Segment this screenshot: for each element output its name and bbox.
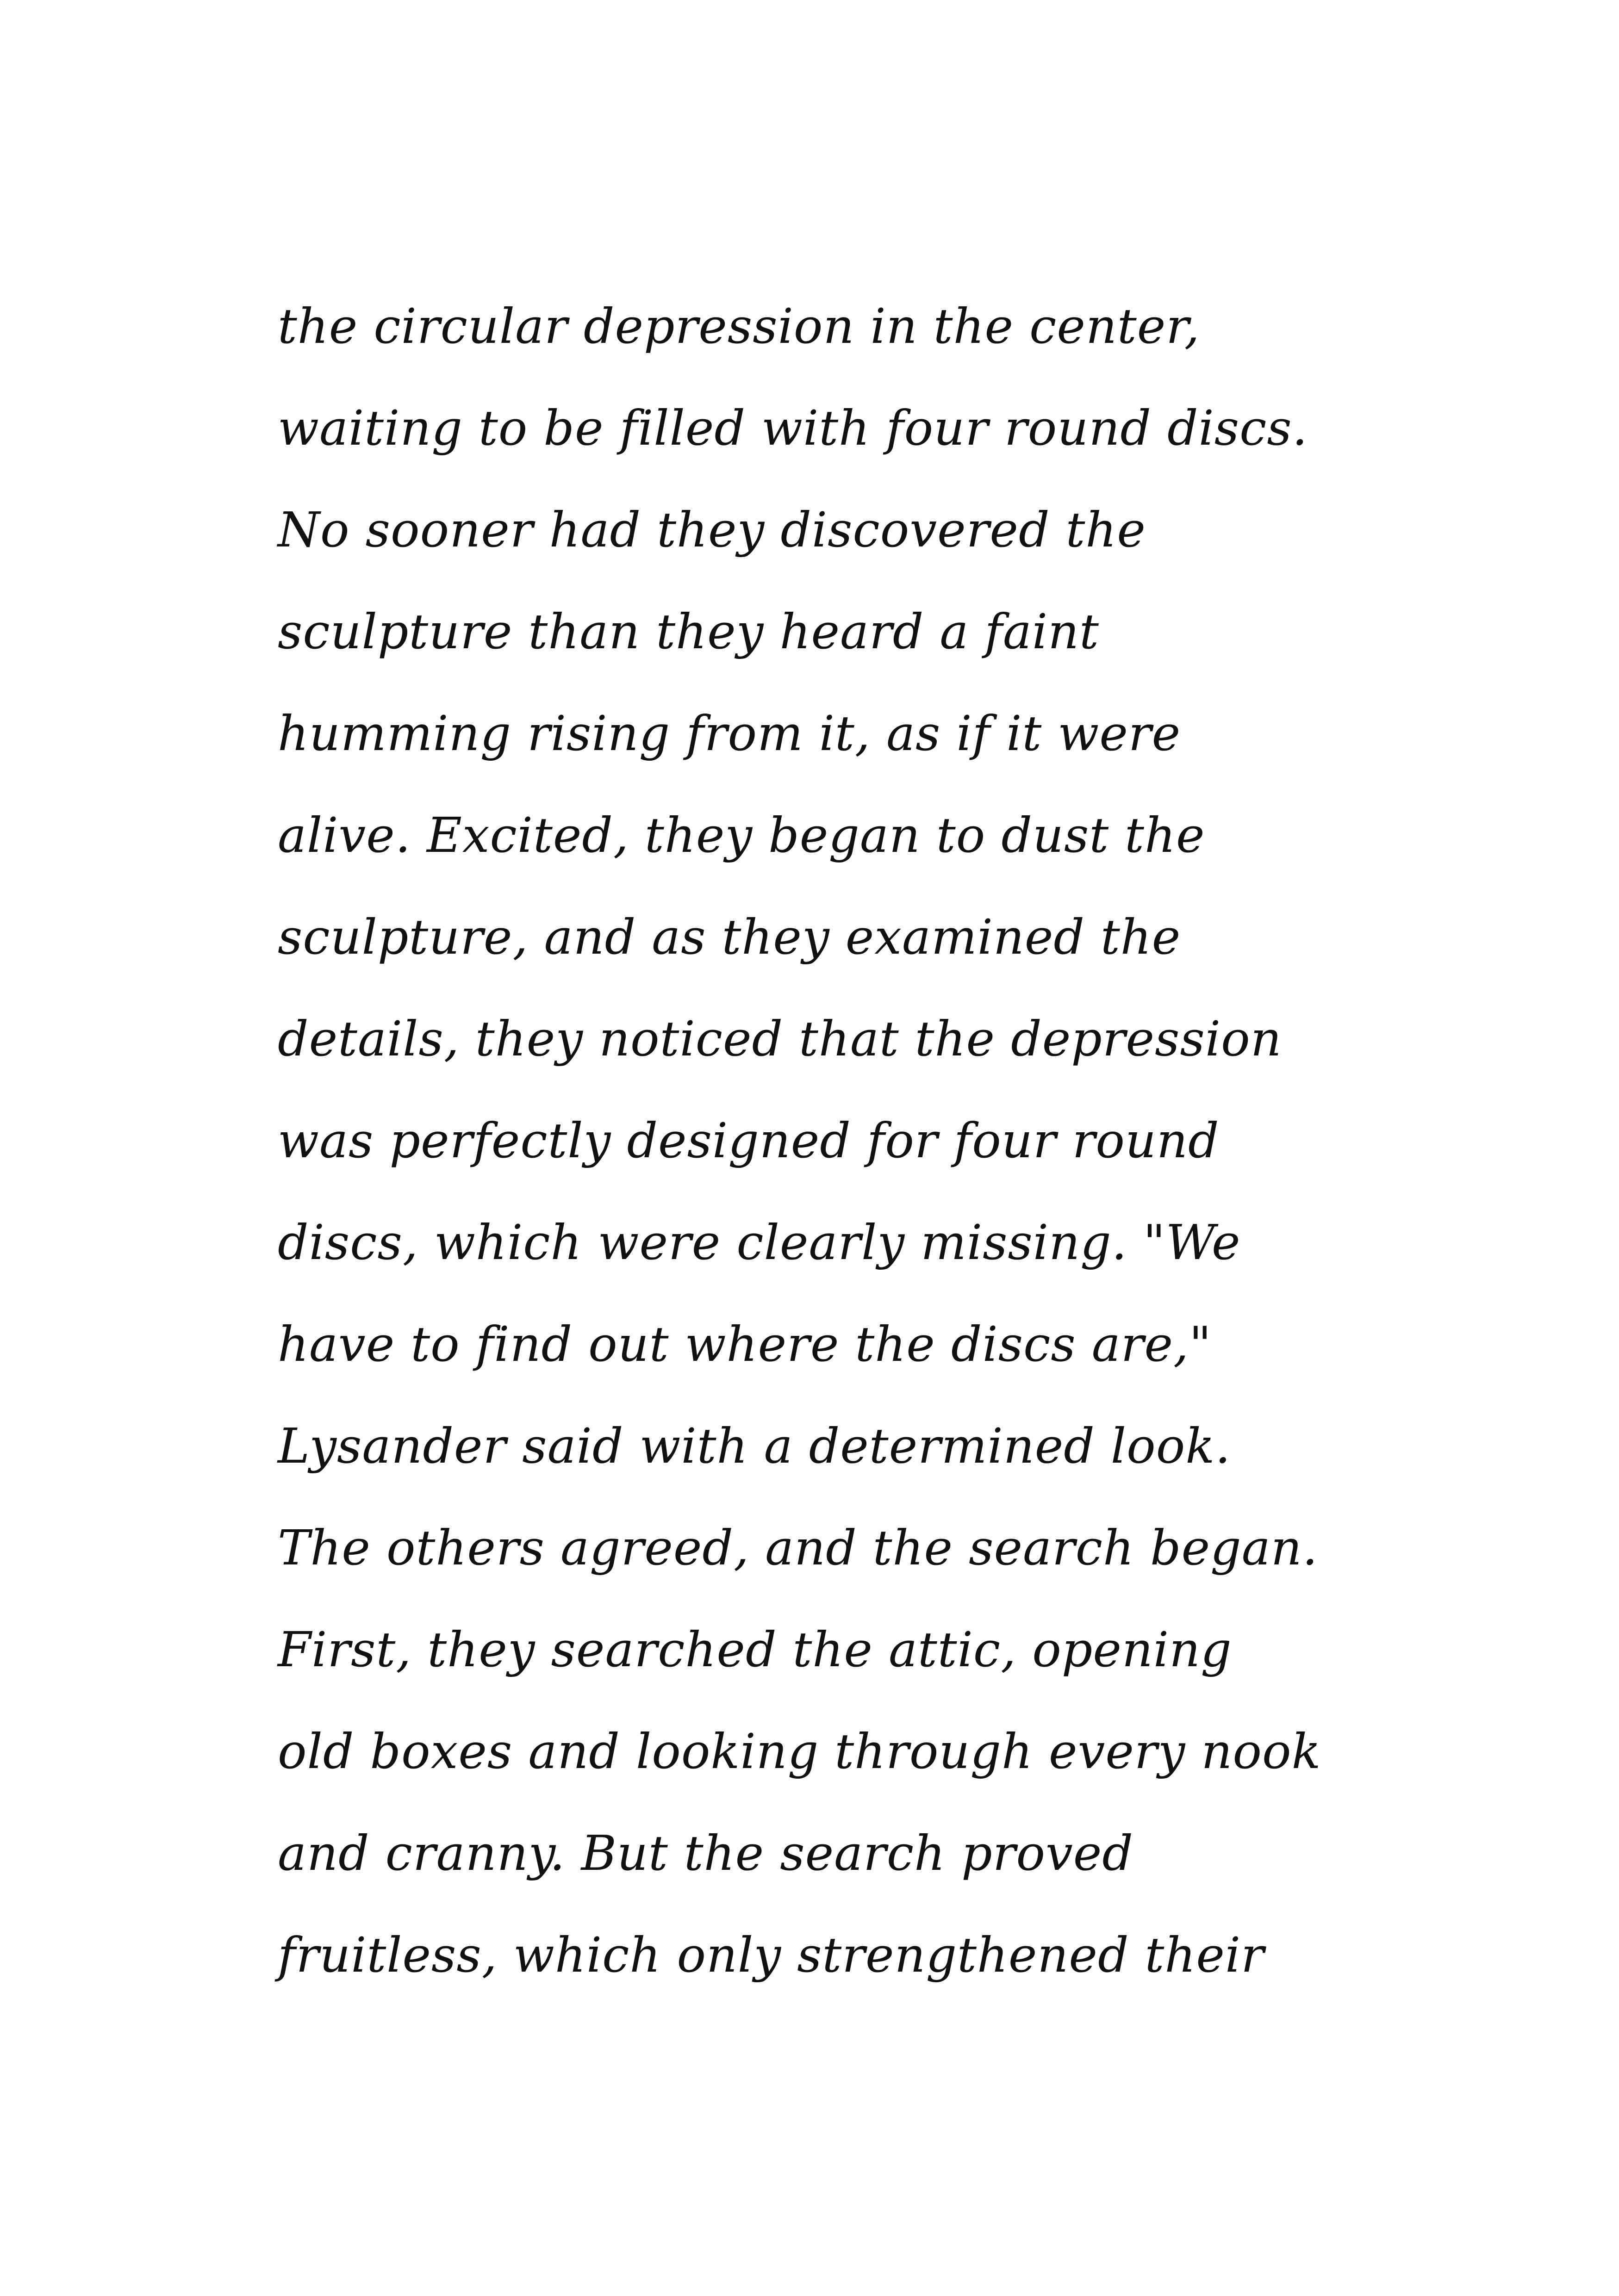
text-line: have to find out where the discs are,"	[278, 1316, 1212, 1372]
text-line: was perfectly designed for four round	[278, 1112, 1220, 1169]
text-line: and cranny. But the search proved	[278, 1825, 1133, 1881]
text-line: the circular depression in the center,	[278, 298, 1200, 354]
text-line: humming rising from it, as if it were	[278, 705, 1181, 762]
text-line: The others agreed, and the search began.	[278, 1520, 1318, 1576]
text-line: old boxes and looking through every nook	[278, 1723, 1321, 1780]
text-line: fruitless, which only strengthened their	[278, 1927, 1264, 1983]
text-line: No sooner had they discovered the	[278, 502, 1146, 558]
body-text	[278, 275, 1435, 2006]
text-line: details, they noticed that the depression	[278, 1011, 1282, 1067]
text-line: alive. Excited, they began to dust the	[278, 807, 1205, 863]
text-line: sculpture than they heard a faint	[278, 603, 1099, 660]
text-line: sculpture, and as they examined the	[278, 909, 1181, 965]
text-line: Lysander said with a determined look.	[278, 1418, 1231, 1474]
text-line: discs, which were clearly missing. "We	[278, 1214, 1241, 1271]
text-line: First, they searched the attic, opening	[278, 1621, 1232, 1678]
text-line: waiting to be filled with four round discs.	[278, 400, 1308, 456]
